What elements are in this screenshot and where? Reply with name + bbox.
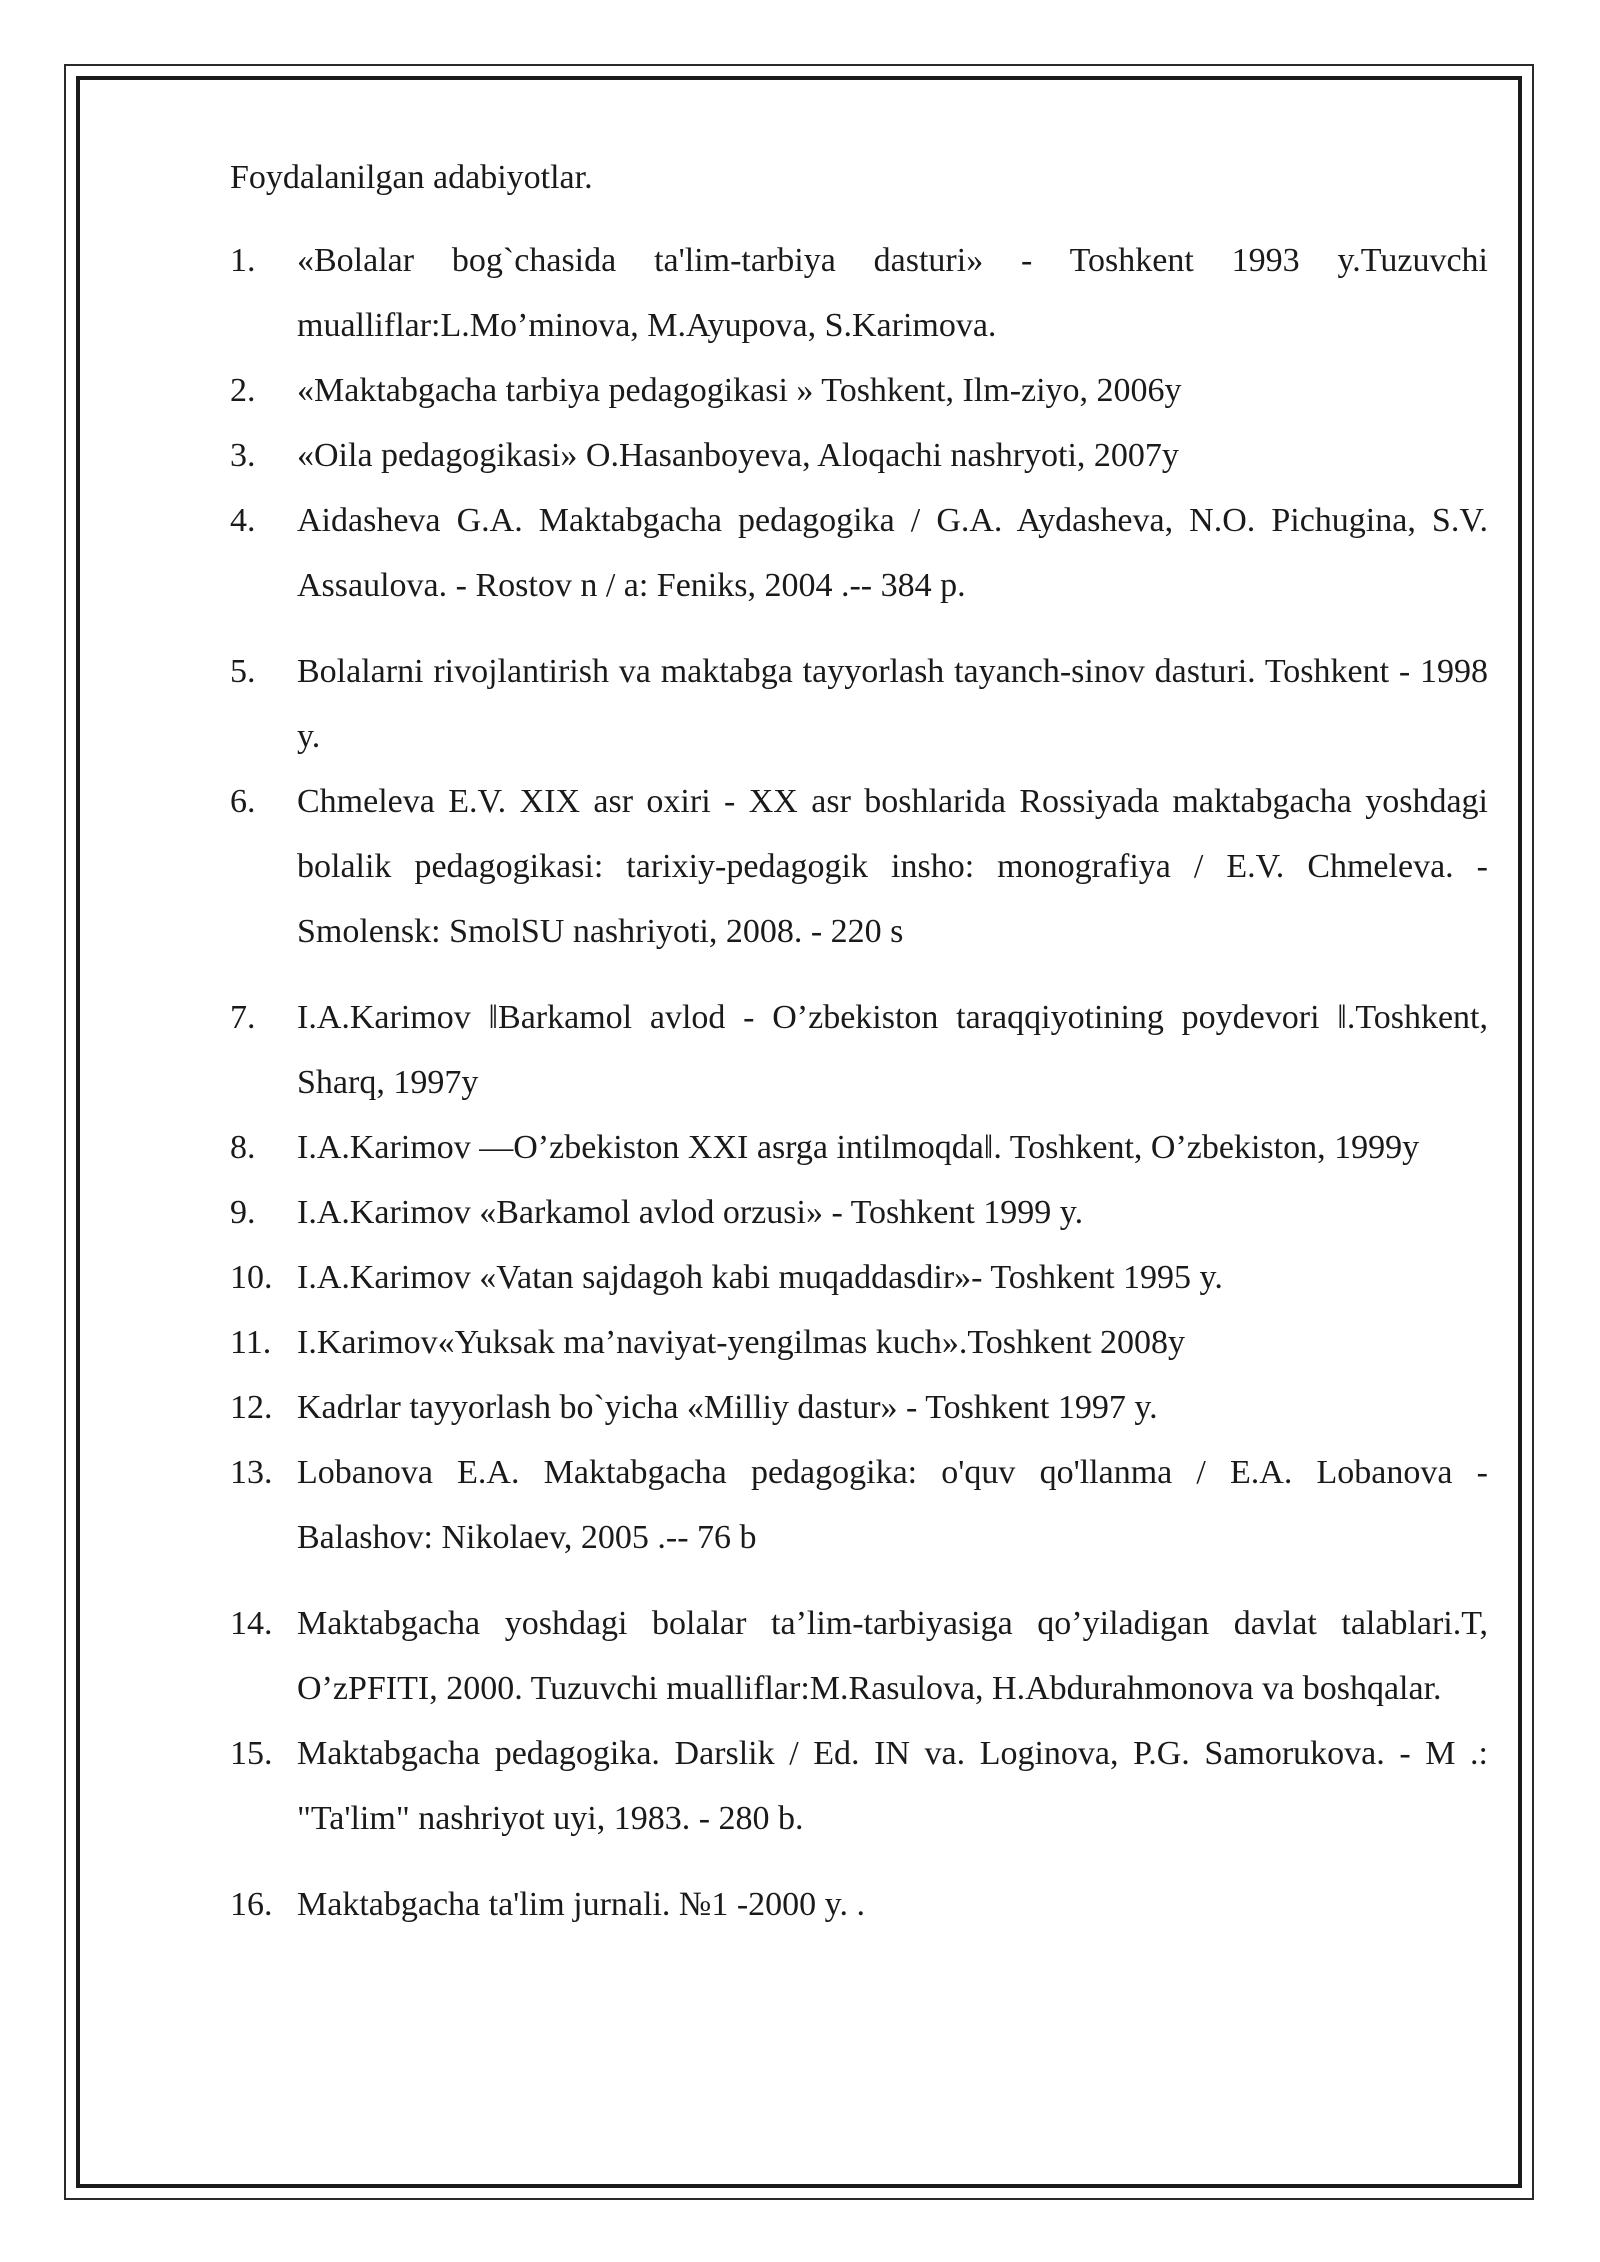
reference-text: «Maktabgacha tarbiya pedagogikasi » Toshkent, Ilm-ziyo, 2006y xyxy=(297,372,1182,409)
reference-text: I.A.Karimov ―O’zbekiston XXI asrga intilmoqda‖. Toshkent, O’zbekiston, 1999y xyxy=(297,1129,1420,1166)
references-list xyxy=(230,228,1488,1937)
reference-item xyxy=(230,1872,1488,1937)
reference-item xyxy=(230,1180,1488,1245)
reference-number: 16. xyxy=(230,1886,273,1923)
reference-item xyxy=(230,228,1488,358)
reference-item xyxy=(230,1375,1488,1440)
reference-item xyxy=(230,423,1488,488)
reference-number: 15. xyxy=(230,1735,273,1772)
reference-text: Maktabgacha ta'lim jurnali. №1 -2000 y. . xyxy=(297,1886,865,1923)
reference-number: 14. xyxy=(230,1605,273,1642)
reference-text: Lobanova E.A. Maktabgacha pedagogika: o'quv qo'llanma / E.A. Lobanova - Balashov: Nikolaev, 2005 .-- 76 b xyxy=(297,1454,1488,1556)
reference-text: I.Karimov«Yuksak ma’naviyat-yengilmas kuch».Toshkent 2008y xyxy=(297,1324,1186,1361)
reference-item xyxy=(230,1115,1488,1180)
reference-item xyxy=(230,1310,1488,1375)
reference-item xyxy=(230,358,1488,423)
reference-number: 4. xyxy=(230,502,256,539)
reference-text: I.A.Karimov «Barkamol avlod orzusi» - Toshkent 1999 y. xyxy=(297,1194,1084,1231)
reference-number: 13. xyxy=(230,1454,273,1491)
reference-number: 1. xyxy=(230,242,256,279)
reference-item xyxy=(230,985,1488,1115)
reference-text: Chmeleva E.V. XIX asr oxiri - XX asr boshlarida Rossiyada maktabgacha yoshdagi bolalik pedagogikasi: tarixiy-pedagogik insho: monografiya / E.V. Chmeleva. - Smolensk: SmolSU nashriyoti, 2008. - 220 s xyxy=(297,783,1488,950)
reference-item xyxy=(230,1591,1488,1721)
document-body xyxy=(230,150,1488,1937)
reference-text: Maktabgacha pedagogika. Darslik / Ed. IN va. Loginova, P.G. Samorukova. - M .: "Ta'lim" nashriyot uyi, 1983. - 280 b. xyxy=(297,1735,1488,1837)
reference-item xyxy=(230,488,1488,618)
references-heading: Foydalanilgan adabiyotlar. xyxy=(230,159,593,196)
reference-text: Maktabgacha yoshdagi bolalar ta’lim-tarbiyasiga qo’yiladigan davlat talablari.T, O’zPFITI, 2000. Tuzuvchi mualliflar:M.Rasulova, H.Abdurahmonova va boshqalar. xyxy=(297,1605,1488,1707)
reference-text: «Oila pedagogikasi» O.Hasanboyeva, Aloqachi nashryoti, 2007y xyxy=(297,437,1179,474)
reference-text: I.A.Karimov «Vatan sajdagoh kabi muqaddasdir»- Toshkent 1995 y. xyxy=(297,1259,1223,1296)
reference-text: I.A.Karimov ‖Barkamol avlod - O’zbekiston taraqqiyotining poydevori ‖.Toshkent, Sharq, 1997y xyxy=(297,999,1488,1101)
reference-number: 7. xyxy=(230,999,256,1036)
reference-item xyxy=(230,1440,1488,1570)
reference-number: 12. xyxy=(230,1389,273,1426)
reference-text: Bolalarni rivojlantirish va maktabga tayyorlash tayanch-sinov dasturi. Toshkent - 1998 y. xyxy=(297,653,1488,755)
reference-number: 11. xyxy=(230,1324,272,1361)
reference-number: 5. xyxy=(230,653,256,690)
reference-number: 9. xyxy=(230,1194,256,1231)
reference-item xyxy=(230,769,1488,964)
reference-item xyxy=(230,1721,1488,1851)
reference-text: «Bolalar bog`chasida ta'lim-tarbiya dasturi» - Toshkent 1993 y.Tuzuvchi mualliflar:L.Mo’minova, M.Ayupova, S.Karimova. xyxy=(297,242,1488,344)
reference-number: 2. xyxy=(230,372,256,409)
reference-number: 10. xyxy=(230,1259,273,1296)
reference-text: Aidasheva G.A. Maktabgacha pedagogika / G.A. Aydasheva, N.O. Pichugina, S.V. Assaulova. - Rostov n / a: Feniks, 2004 .-- 384 p. xyxy=(297,502,1488,604)
reference-number: 8. xyxy=(230,1129,256,1166)
reference-number: 3. xyxy=(230,437,256,474)
reference-item xyxy=(230,1245,1488,1310)
reference-item xyxy=(230,639,1488,769)
reference-number: 6. xyxy=(230,783,256,820)
reference-text: Kadrlar tayyorlash bo`yicha «Milliy dastur» - Toshkent 1997 y. xyxy=(297,1389,1158,1426)
